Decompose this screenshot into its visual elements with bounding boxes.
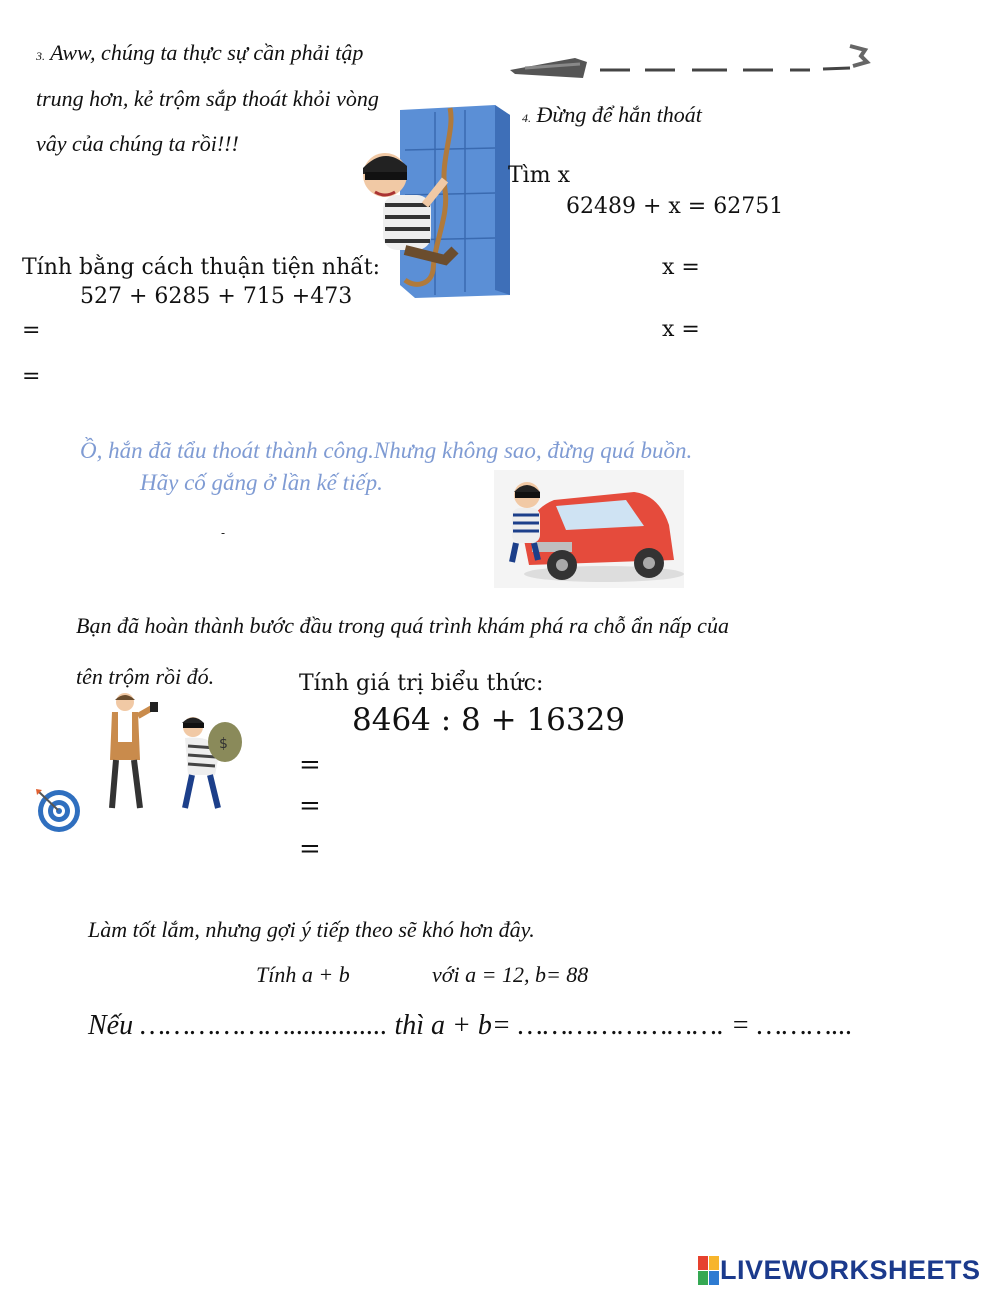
expression-step3: = [299, 834, 321, 864]
find-x-label: Tìm x [508, 163, 570, 188]
given-values: với a = 12, b= 88 [432, 962, 589, 987]
answer-line: Nếu ……………….............. thì a + b= ……………………. = ………... [88, 1010, 853, 1041]
task-text: Tính a + b [256, 962, 350, 987]
convenient-label: Tính bằng cách thuận tiện nhất: [22, 255, 380, 280]
target-icon [34, 787, 82, 833]
item3-text-1: Aww, chúng ta thực sự cần phải tập [50, 40, 364, 65]
item3-line1 [36, 40, 363, 66]
item3-line3: vây của chúng ta rồi!!! [36, 131, 239, 156]
brand-footer [698, 1255, 981, 1286]
escape-message-line2: Hãy cố gắng ở lần kế tiếp. [140, 470, 383, 495]
item3-line2: trung hơn, kẻ trộm sắp thoát khỏi vòng [36, 86, 379, 111]
arrow-brush-stroke [505, 40, 875, 85]
brand-text: LIVEWORKSHEETS [720, 1255, 981, 1285]
detective-and-thief-illustration [100, 690, 250, 815]
stray-dash: - [221, 526, 226, 540]
convenient-expression: 527 + 6285 + 715 +473 [80, 284, 353, 309]
find-x-step2: x = [662, 317, 700, 342]
expression-step1: = [299, 750, 321, 780]
convenient-step1: = [22, 318, 41, 343]
thief-with-car-illustration [494, 470, 684, 588]
progress-message-line2: tên trộm rồi đó. [76, 664, 215, 689]
find-x-equation: 62489 + x = 62751 [566, 194, 784, 219]
item4-number: 4. [522, 111, 531, 125]
item3-number: 3. [36, 49, 45, 63]
find-x-step1: x = [662, 255, 700, 280]
escape-message-line1: Ồ, hắn đã tẩu thoát thành công.Nhưng không sao, đừng quá buồn. [80, 438, 693, 463]
expression-value: 8464 : 8 + 16329 [352, 702, 626, 738]
expression-label: Tính giá trị biểu thức: [299, 671, 544, 696]
liveworksheets-logo-icon [698, 1256, 720, 1286]
convenient-step2: = [22, 364, 41, 389]
praise-message: Làm tốt lắm, nhưng gợi ý tiếp theo sẽ khó hơn đây. [88, 917, 535, 942]
expression-step2: = [299, 791, 321, 821]
progress-message-line1: Bạn đã hoàn thành bước đầu trong quá trình khám phá ra chỗ ẩn nấp của [76, 613, 729, 638]
item4-text: Đừng để hắn thoát [536, 102, 702, 127]
item4-line [522, 102, 702, 128]
svg-text:$: $ [219, 736, 228, 752]
